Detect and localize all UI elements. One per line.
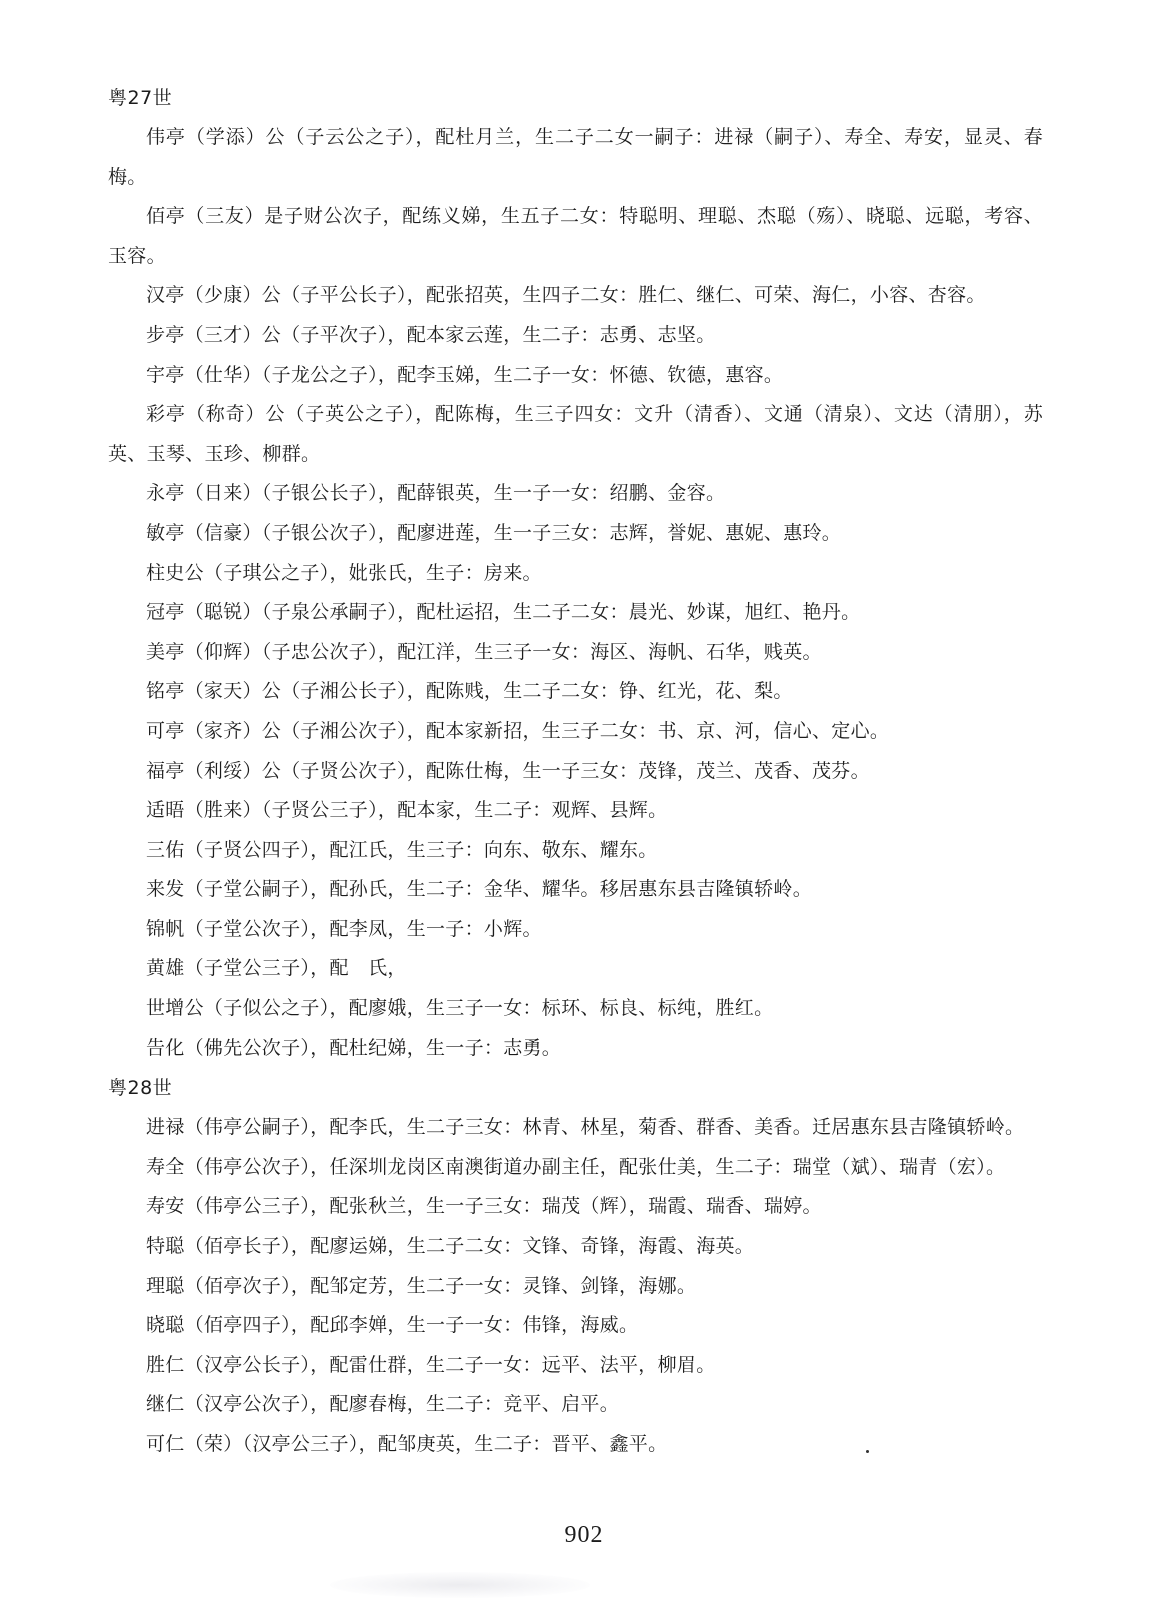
genealogy-entry: 汉亭（少康）公（子平公长子），配张招英，生四子二女：胜仁、继仁、可荣、海仁，小容、杏容。 xyxy=(146,284,986,307)
genealogy-entry: 彩亭（称奇）公（子英公之子），配陈梅，生三子四女：文升（清香）、文通（清泉）、文达（清朋），苏英、玉琴、玉珍、柳群。 xyxy=(108,403,1043,465)
genealogy-entry: 福亭（利绥）公（子贤公次子），配陈仕梅，生一子三女：茂锋，茂兰、茂香、茂芬。 xyxy=(146,759,870,782)
genealogy-entry: 柱史公（子琪公之子），妣张氏，生子：房来。 xyxy=(146,561,542,584)
genealogy-entry: 理聪（佰亭次子），配邹定芳，生二子一女：灵锋、剑锋，海娜。 xyxy=(146,1274,697,1297)
genealogy-entry: 特聪（佰亭长子），配廖运娣，生二子二女：文锋、奇锋，海霞、海英。 xyxy=(146,1235,755,1258)
genealogy-entry: 可仁（荣）（汉亭公三子），配邹庚英，生二子：晋平、鑫平。 xyxy=(146,1433,668,1455)
genealogy-entry: 永亭（日来）（子银公长子），配薛银英，生一子一女：绍鹏、金容。 xyxy=(146,482,726,505)
genealogy-entry: 铭亭（家天）公（子湘公长子），配陈贱，生二子二女：铮、红光，花、梨。 xyxy=(146,680,793,703)
genealogy-entry: 敏亭（信豪）（子银公次子），配廖进莲，生一子三女：志辉，誉妮、惠妮、惠玲。 xyxy=(146,521,842,544)
genealogy-entry: 进禄（伟亭公嗣子），配李氏，生二子三女：林青、林星，菊香、群香、美香。迁居惠东县吉隆镇轿岭。 xyxy=(146,1116,1025,1139)
section-generation-28 xyxy=(108,1068,1043,1464)
section-heading: 粤27世 xyxy=(108,87,173,109)
genealogy-entry: 可亭（家齐）公（子湘公次子），配本家新招，生三子二女：书、京、河，信心、定心。 xyxy=(146,719,890,742)
genealogy-text xyxy=(108,78,1043,1465)
genealogy-entry: 步亭（三才）公（子平次子），配本家云莲，生二子：志勇、志坚。 xyxy=(146,323,716,346)
genealogy-entry: 来发（子堂公嗣子），配孙氏，生二子：金华、耀华。移居惠东县吉隆镇轿岭。 xyxy=(146,878,813,901)
genealogy-entry: 冠亭（聪锐）（子泉公承嗣子），配杜运招，生二子二女：晨光、妙谋，旭红、艳丹。 xyxy=(146,601,861,624)
genealogy-entry: 适晤（胜来）（子贤公三子），配本家，生二子：观辉、县辉。 xyxy=(146,799,668,822)
genealogy-entry: 锦帆（子堂公次子），配李凤，生一子：小辉。 xyxy=(146,917,542,940)
genealogy-entry: 伟亭（学添）公（子云公之子），配杜月兰，生二子二女一嗣子：进禄（嗣子）、寿全、寿安，显灵、春梅。 xyxy=(108,126,1043,188)
genealogy-entry: 宇亭（仕华）（子龙公之子），配李玉娣，生二子一女：怀德、钦德，惠容。 xyxy=(146,363,784,386)
genealogy-entry: 告化（佛先公次子），配杜纪娣，生一子：志勇。 xyxy=(146,1036,562,1059)
genealogy-entry: 黄雄（子堂公三子），配 氏， xyxy=(146,957,407,980)
genealogy-entry: 美亭（仰辉）（子忠公次子），配江洋，生三子一女：海区、海帆、石华，贱英。 xyxy=(146,640,822,663)
genealogy-entry: 寿全（伟亭公次子），任深圳龙岗区南澳街道办副主任，配张仕美，生二子：瑞堂（斌）、瑞青（宏）。 xyxy=(146,1155,1006,1178)
section-generation-27 xyxy=(108,78,1043,1068)
scan-smudge xyxy=(330,1572,590,1598)
page-number: 902 xyxy=(564,1522,604,1548)
genealogy-entry: 晓聪（佰亭四子），配邱李婵，生一子一女：伟锋，海威。 xyxy=(146,1314,639,1337)
genealogy-entry: 佰亭（三友）是子财公次子，配练义娣，生五子二女：特聪明、理聪、杰聪（殇）、晓聪、远聪，考容、玉容。 xyxy=(108,205,1043,267)
genealogy-entry: 三佑（子贤公四子），配江氏，生三子：向东、敬东、耀东。 xyxy=(146,838,658,861)
scan-speck xyxy=(866,1450,869,1453)
genealogy-entry: 继仁（汉亭公次子），配廖春梅，生二子：竞平、启平。 xyxy=(146,1393,620,1416)
genealogy-entry: 胜仁（汉亭公长子），配雷仕群，生二子一女：远平、法平，柳眉。 xyxy=(146,1353,716,1376)
genealogy-entry: 世增公（子似公之子），配廖娥，生三子一女：标环、标良、标纯，胜红。 xyxy=(146,997,774,1020)
section-heading: 粤28世 xyxy=(108,1077,173,1100)
genealogy-entry: 寿安（伟亭公三子），配张秋兰，生一子三女：瑞茂（辉），瑞霞、瑞香、瑞婷。 xyxy=(146,1195,822,1218)
